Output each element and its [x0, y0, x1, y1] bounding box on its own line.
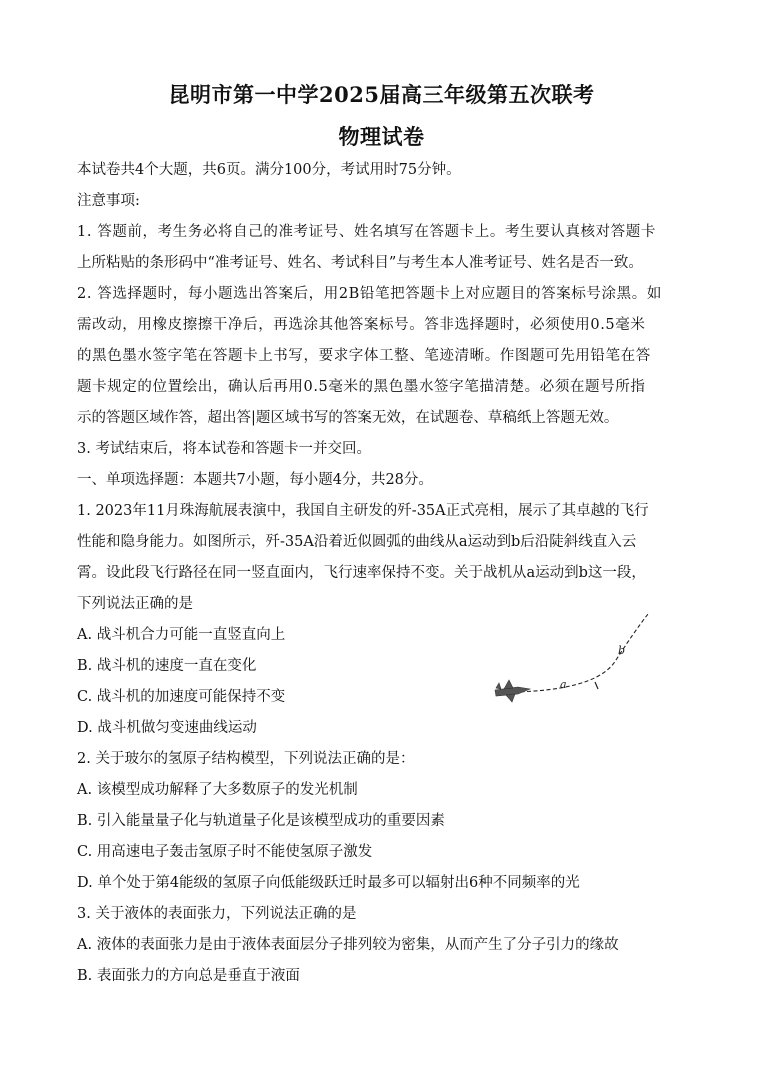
q1-option-a: A. 战斗机合力可能一直竖直向上 [77, 627, 286, 643]
q2-option-a: A. 该模型成功解释了大多数原子的发光机制 [77, 782, 358, 798]
q1-stem-line: 下列说法正确的是 [77, 596, 193, 612]
trajectory-curve [514, 614, 648, 692]
q1-stem-line: 1. 2023年11月珠海航展表演中，我国自主研发的歼-35A正式亮相，展示了其卓越的飞行 [77, 503, 649, 519]
q3-option-b: B. 表面张力的方向总是垂直于液面 [77, 968, 300, 984]
notice-line: 1. 答题前，考生务必将自己的准考证号、姓名填写在答题卡上。考生要认真核对答题卡 [77, 224, 656, 240]
q1-option-b: B. 战斗机的速度一直在变化 [77, 658, 257, 674]
notice-line: 的黑色墨水签字笔在答题卡上书写，要求字体工整、笔迹清晰。作图题可先用铅笔在答 [77, 348, 651, 364]
point-mark [595, 682, 598, 689]
q2-stem: 2. 关于玻尔的氢原子结构模型，下列说法正确的是： [77, 751, 415, 767]
notice-line: 需改动，用橡皮擦擦干净后，再选涂其他答案标号。答非选择题时，必须使用0.5毫米 [77, 317, 646, 333]
q3-stem: 3. 关于液体的表面张力，下列说法正确的是 [77, 906, 357, 922]
q1-option-c: C. 战斗机的加速度可能保持不变 [77, 689, 286, 705]
notice-line: 上所粘贴的条形码中“准考证号、姓名、考试科目”与考生本人准考证号、姓名是否一致。 [77, 255, 643, 271]
label-a: a [560, 678, 567, 691]
fighter-trajectory-figure [488, 606, 658, 708]
q1-stem-line: 性能和隐身能力。如图所示，歼-35A沿着近似圆弧的曲线从a运动到b后沿陡斜线直入云 [77, 534, 637, 550]
intro-text: 本试卷共4个大题，共6页。满分100分，考试用时75分钟。 [77, 162, 461, 178]
q2-option-d: D. 单个处于第4能级的氢原子向低能级跃迁时最多可以辐射出6种不同频率的光 [77, 875, 580, 891]
jet-icon [495, 680, 530, 702]
q1-stem-line: 霄。设此段飞行路径在同一竖直面内，飞行速率保持不变。关于战机从a运动到b这一段， [77, 565, 646, 581]
notice-line: 3. 考试结束后，将本试卷和答题卡一并交回。 [77, 441, 371, 457]
q1-option-d: D. 战斗机做匀变速曲线运动 [77, 720, 257, 736]
section-heading: 一、单项选择题：本题共7小题，每小题4分，共28分。 [77, 472, 433, 488]
notice-heading: 注意事项: [77, 193, 140, 209]
notice-line: 2. 答选择题时，每小题选出答案后，用2B铅笔把答题卡上对应题目的答案标号涂黑。如 [77, 286, 662, 302]
exam-subtitle: 物理试卷 [338, 124, 425, 149]
notice-line: 题卡规定的位置绘出，确认后再用0.5毫米的黑色墨水签字笔描清楚。必须在题号所指 [77, 379, 646, 395]
q2-option-c: C. 用高速电子轰击氢原子时不能使氢原子激发 [77, 844, 373, 860]
q3-option-a: A. 液体的表面张力是由于液体表面层分子排列较为密集，从而产生了分子引力的缘故 [77, 937, 619, 953]
exam-title: 昆明市第一中学2025届高三年级第五次联考 [168, 82, 595, 107]
notice-line: 示的答题区域作答，超出答|题区域书写的答案无效，在试题卷、草稿纸上答题无效。 [77, 410, 619, 426]
q2-option-b: B. 引入能量量子化与轨道量子化是该模型成功的重要因素 [77, 813, 445, 829]
label-b: b [618, 644, 626, 657]
